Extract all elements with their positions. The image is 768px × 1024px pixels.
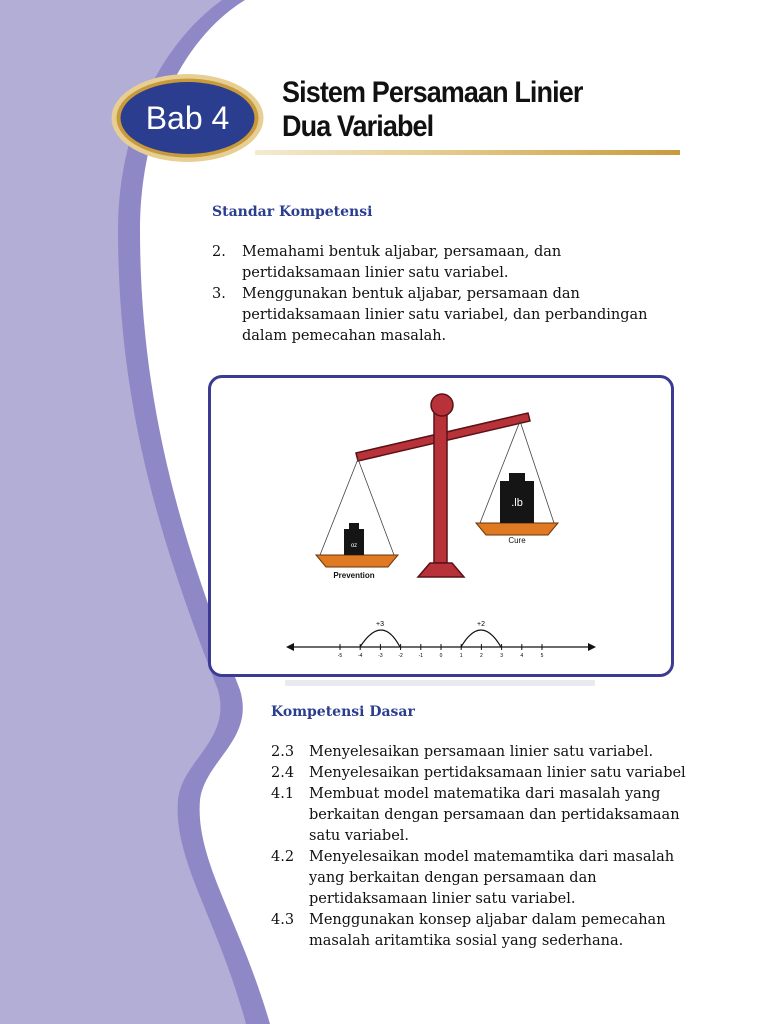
jump-label-left: +3 bbox=[376, 621, 384, 628]
kompetensi-dasar-list bbox=[271, 742, 691, 952]
jump-label-right: +2 bbox=[477, 621, 485, 628]
number-line-arrow-left bbox=[286, 643, 294, 651]
item-text: Menyelesaikan pertidaksamaan linier satu variabel bbox=[309, 765, 686, 781]
item-text: Memahami bentuk aljabar, persamaan, dan pertidaksamaan linier satu variabel. bbox=[242, 244, 562, 281]
list-item bbox=[212, 242, 682, 284]
balance-base bbox=[418, 563, 464, 577]
left-weight-label: oz bbox=[350, 543, 358, 549]
right-pan bbox=[476, 523, 558, 535]
balance-knob bbox=[431, 394, 453, 416]
kompetensi-dasar-heading: Kompetensi Dasar bbox=[271, 704, 415, 720]
item-text: Membuat model matematika dari masalah yang berkaitan dengan persamaan dan pertidaksamaan satu variabel. bbox=[309, 786, 680, 844]
frame-shadow bbox=[285, 680, 595, 686]
chapter-badge-label: Bab 4 bbox=[145, 99, 230, 136]
number-line-tick-label: 2 bbox=[480, 653, 483, 659]
list-item bbox=[271, 763, 691, 784]
right-weight-label: .lb bbox=[511, 497, 523, 509]
item-number: 4.3 bbox=[271, 912, 295, 928]
number-line-arrow-right bbox=[588, 643, 596, 651]
number-line-tick-label: 0 bbox=[439, 653, 443, 659]
standar-kompetensi-list bbox=[212, 242, 682, 347]
left-pan bbox=[316, 555, 398, 567]
list-item bbox=[271, 910, 691, 952]
balance-scale-illustration bbox=[208, 375, 674, 677]
item-text: Menggunakan bentuk aljabar, persamaan dan pertidaksamaan linier satu variabel, dan perbandingan dalam pemecahan masalah. bbox=[242, 286, 648, 344]
item-text: Menggunakan konsep aljabar dalam pemecahan masalah aritamtika sosial yang sederhana. bbox=[309, 912, 666, 949]
number-line-ticks bbox=[338, 644, 544, 659]
item-number: 4.2 bbox=[271, 849, 295, 865]
list-item bbox=[271, 847, 691, 910]
list-item bbox=[212, 284, 682, 347]
chapter-title-line-2: Dua Variabel bbox=[282, 110, 434, 143]
standar-kompetensi-heading: Standar Kompetensi bbox=[212, 204, 373, 220]
chapter-title bbox=[282, 76, 660, 144]
number-line-tick-label: 5 bbox=[540, 653, 544, 659]
item-number: 2.4 bbox=[271, 765, 295, 781]
left-weight-handle bbox=[349, 523, 359, 530]
number-line-tick-label: 1 bbox=[459, 653, 463, 659]
left-weight bbox=[344, 529, 364, 555]
number-line-tick-label: -2 bbox=[398, 653, 403, 659]
number-line-tick-label: 3 bbox=[500, 653, 503, 659]
number-line-tick-label: -4 bbox=[357, 653, 363, 659]
item-number: 2. bbox=[212, 244, 226, 260]
item-number: 4.1 bbox=[271, 786, 295, 802]
item-number: 3. bbox=[212, 286, 226, 302]
item-number: 2.3 bbox=[271, 744, 295, 760]
chapter-title-line-1: Sistem Persamaan Linier bbox=[282, 76, 583, 109]
title-underline bbox=[255, 150, 680, 155]
right-pan-label: Cure bbox=[508, 536, 526, 545]
number-line-tick-label: -3 bbox=[378, 653, 383, 659]
number-line-tick-label: 4 bbox=[520, 653, 524, 659]
item-text: Menyelesaikan model matemamtika dari masalah yang berkaitan dengan persamaan dan pertidaksamaan linier satu variabel. bbox=[309, 849, 675, 907]
number-line-tick-label: -5 bbox=[337, 653, 343, 659]
balance-post bbox=[434, 413, 447, 563]
left-pan-label: Prevention bbox=[333, 571, 375, 580]
right-weight-handle bbox=[509, 473, 525, 482]
number-line-tick-label: -1 bbox=[418, 653, 424, 659]
item-text: Menyelesaikan persamaan linier satu variabel. bbox=[309, 744, 654, 760]
list-item bbox=[271, 742, 691, 763]
list-item bbox=[271, 784, 691, 847]
